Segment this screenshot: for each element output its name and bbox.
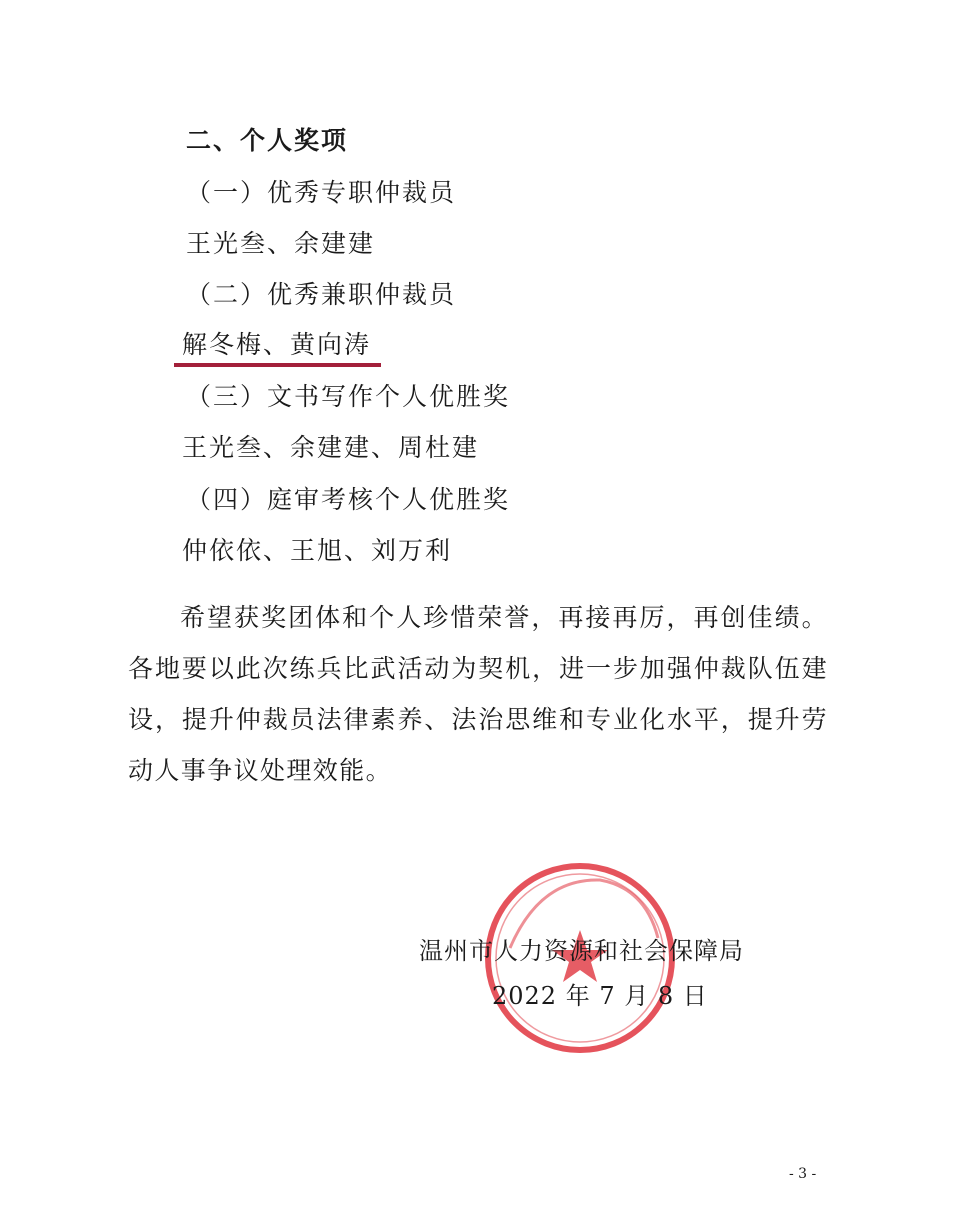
award-category-3: （三）文书写作个人优胜奖 xyxy=(186,382,511,411)
award-category-1: （一）优秀专职仲裁员 xyxy=(186,178,457,207)
award-category-2: （二）优秀兼职仲裁员 xyxy=(186,280,457,309)
closing-paragraph: 希望获奖团体和个人珍惜荣誉，再接再厉，再创佳绩。各地要以此次练兵比武活动为契机，进一步加强仲裁队伍建设，提升仲裁员法律素养、法治思维和专业化水平，提升劳动人事争议处理效能。 xyxy=(128,603,828,785)
page-number: - 3 - xyxy=(789,1166,817,1182)
award-names-3: 王光叁、余建建、周杜建 xyxy=(182,433,480,462)
award-names-2: 解冬梅、黄向涛 xyxy=(182,330,372,359)
award-names-4: 仲依依、王旭、刘万利 xyxy=(182,536,453,565)
highlight-underline xyxy=(174,363,381,367)
signature-organization: 温州市人力资源和社会保障局 xyxy=(419,937,744,965)
award-category-4: （四）庭审考核个人优胜奖 xyxy=(186,485,511,514)
signature-date: 2022 年 7 月 8 日 xyxy=(492,982,708,1010)
section-heading: 二、个人奖项 xyxy=(186,126,349,155)
award-names-1: 王光叁、余建建 xyxy=(186,229,376,258)
